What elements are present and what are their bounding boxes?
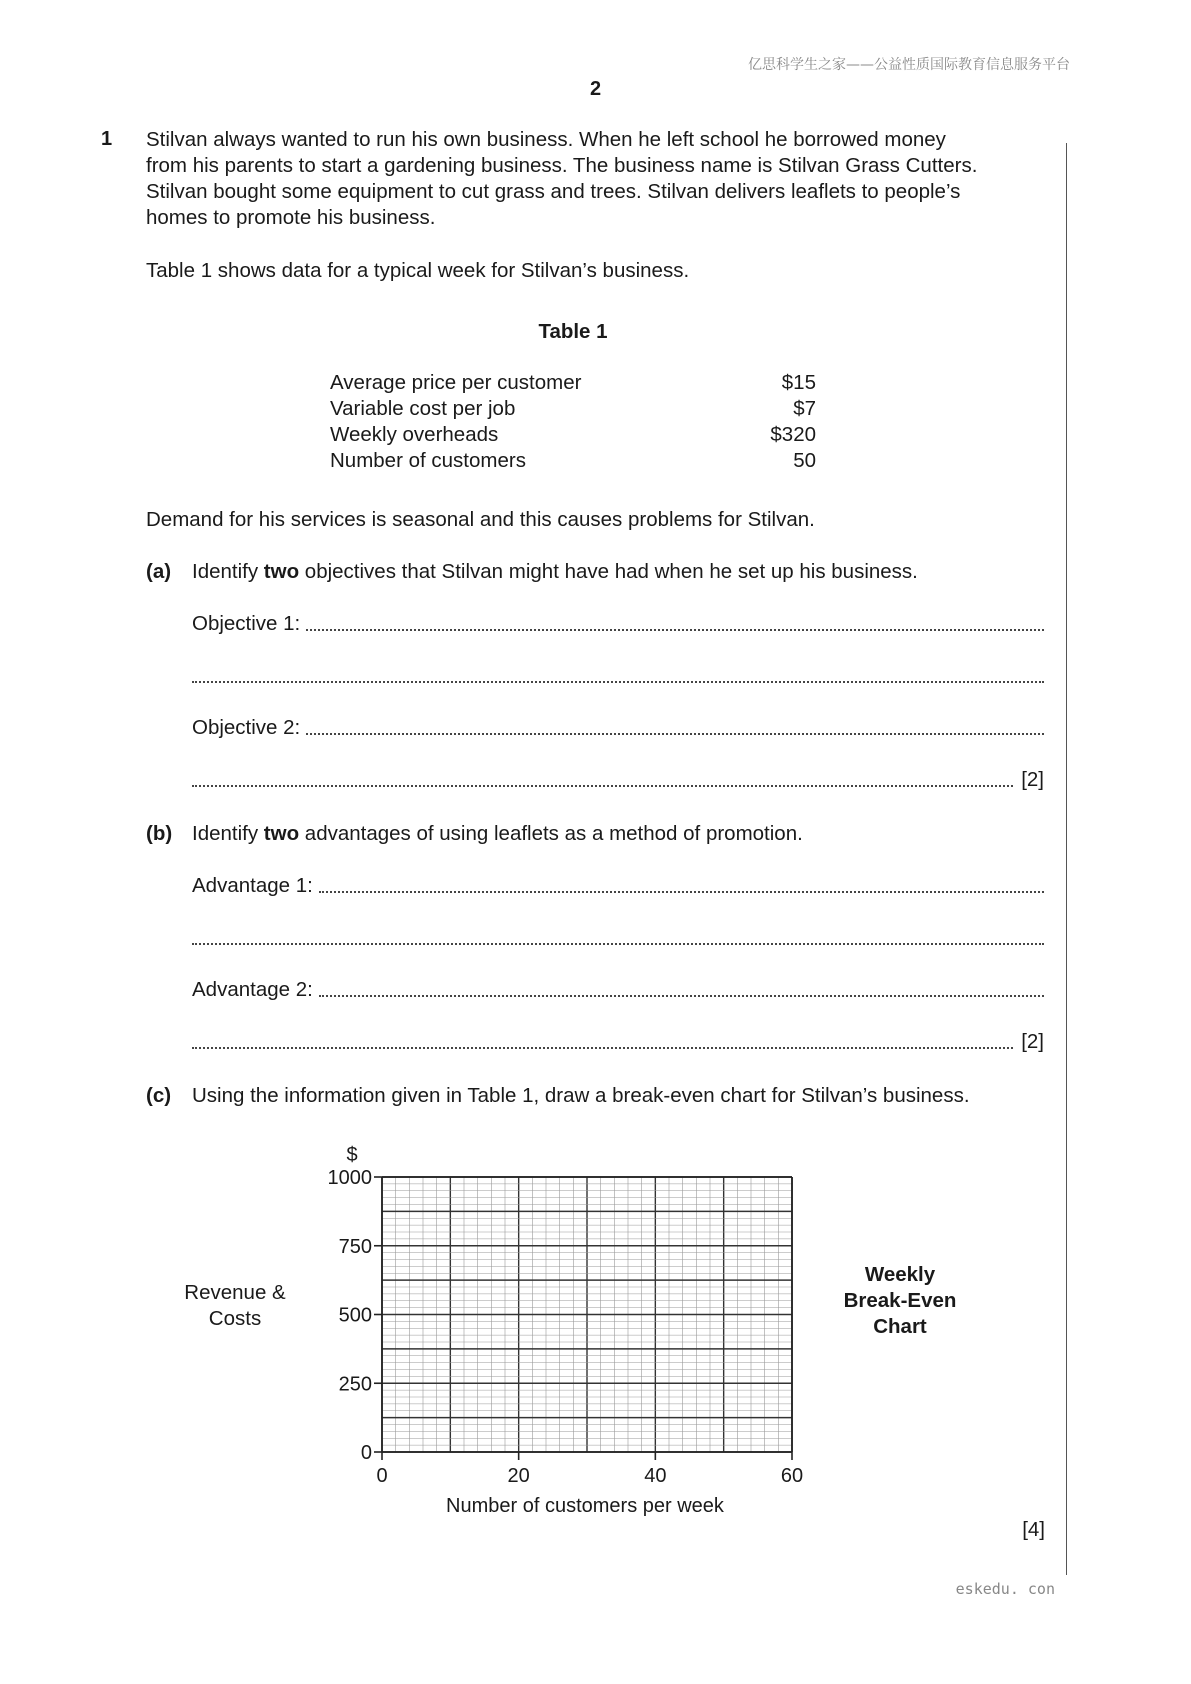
break-even-chart-grid[interactable]	[290, 1130, 830, 1530]
table-row-label: Variable cost per job	[330, 397, 516, 420]
advantage-2-continuation-line[interactable]	[192, 1028, 1044, 1054]
part-c-marks: [4]	[1022, 1518, 1045, 1541]
objective-2-continuation-line[interactable]	[192, 766, 1044, 792]
table-row-value: $320	[770, 423, 816, 446]
chart-title	[820, 1262, 980, 1340]
objective-1-continuation-line[interactable]	[192, 662, 1044, 688]
y-axis-label	[160, 1280, 310, 1332]
objective-2-answer-line[interactable]	[192, 714, 1044, 740]
intro-line: Stilvan bought some equipment to cut grass and trees. Stilvan delivers leaflets to people’s	[146, 180, 961, 203]
y-tick-label: 1000	[327, 1167, 372, 1189]
advantage-2-answer-line[interactable]	[192, 976, 1044, 1002]
intro-line: Stilvan always wanted to run his own business. When he left school he borrowed money	[146, 128, 946, 151]
chart-title-line: Break-Even	[843, 1289, 957, 1312]
y-axis-unit: $	[346, 1144, 358, 1166]
advantage-1-answer-line[interactable]	[192, 872, 1044, 898]
y-axis-label-line: Costs	[208, 1307, 262, 1330]
table-row-label: Weekly overheads	[330, 423, 499, 446]
part-c-question: Using the information given in Table 1, draw a break-even chart for Stilvan’s business.	[192, 1084, 970, 1107]
y-axis-label-line: Revenue &	[184, 1281, 286, 1304]
part-a-question: Identify two objectives that Stilvan might have had when he set up his business.	[192, 560, 918, 583]
part-b-marks: [2]	[1021, 1030, 1044, 1053]
part-b-question: Identify two advantages of using leaflets as a method of promotion.	[192, 822, 803, 845]
table-row-label: Average price per customer	[330, 371, 582, 394]
chart-title-line: Chart	[873, 1315, 927, 1338]
page-number: 2	[589, 78, 602, 100]
demand-text: Demand for his services is seasonal and this causes problems for Stilvan.	[146, 508, 815, 531]
objective-1-label: Objective 1:	[192, 612, 301, 635]
intro-line: homes to promote his business.	[146, 206, 436, 229]
y-tick-label: 500	[338, 1304, 372, 1327]
table-row-value: 50	[793, 449, 816, 472]
footer-watermark: eskedu. con	[955, 1580, 1055, 1598]
part-a-marks: [2]	[1021, 768, 1044, 791]
advantage-1-label: Advantage 1:	[192, 874, 313, 897]
question-number: 1	[101, 128, 113, 150]
advantage-2-label: Advantage 2:	[192, 978, 313, 1001]
table-row-label: Number of customers	[330, 449, 526, 472]
objective-2-label: Objective 2:	[192, 716, 301, 739]
intro-line: from his parents to start a gardening business. The business name is Stilvan Grass Cutters.	[146, 154, 978, 177]
y-tick-label: 0	[360, 1442, 372, 1464]
part-a-tag: (a)	[146, 560, 172, 583]
x-tick-label: 60	[780, 1465, 804, 1487]
objective-1-answer-line[interactable]	[192, 610, 1044, 636]
table-title: Table 1	[538, 320, 608, 343]
intro-paragraph	[146, 127, 1045, 231]
margin-line	[1066, 143, 1067, 1575]
advantage-1-continuation-line[interactable]	[192, 924, 1044, 950]
y-tick-label: 250	[338, 1373, 372, 1396]
x-tick-label: 0	[376, 1465, 388, 1487]
x-tick-label: 40	[644, 1465, 667, 1487]
x-axis-label: Number of customers per week	[446, 1495, 724, 1517]
chart-title-line: Weekly	[864, 1263, 936, 1286]
y-tick-label: 750	[338, 1235, 372, 1258]
header-note: 亿思科学生之家——公益性质国际教育信息服务平台	[748, 57, 1070, 73]
table-intro: Table 1 shows data for a typical week for Stilvan’s business.	[146, 259, 690, 282]
part-b-tag: (b)	[146, 822, 173, 845]
table-row-value: $7	[793, 397, 816, 420]
part-c-tag: (c)	[146, 1084, 172, 1107]
table-row-value: $15	[781, 371, 816, 394]
x-tick-label: 20	[507, 1465, 530, 1487]
